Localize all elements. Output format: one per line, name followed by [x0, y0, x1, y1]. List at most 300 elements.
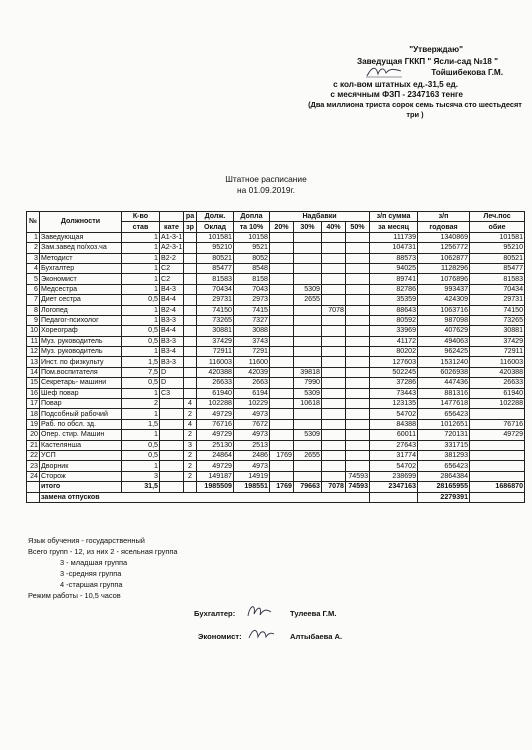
economist-label: Экономист:	[198, 632, 242, 641]
col-salary-2: Оклад	[197, 222, 234, 232]
table-cell: В3-3	[160, 315, 184, 325]
table-cell: 0,5	[122, 450, 160, 460]
table-cell: 31774	[370, 450, 418, 460]
economist-signature	[246, 625, 276, 643]
table-cell: 16	[27, 388, 40, 398]
col-medical: Леч.пос	[470, 212, 525, 222]
replacement-row	[27, 492, 525, 502]
col-category	[160, 212, 184, 222]
document-date: на 01.09.2019г.	[237, 185, 295, 195]
table-cell: 1	[122, 315, 160, 325]
table-cell	[294, 232, 322, 242]
table-cell: 381293	[418, 450, 470, 460]
table-cell	[160, 471, 184, 481]
table-cell: 5309	[294, 430, 322, 440]
table-cell: 49729	[197, 409, 234, 419]
table-cell: Сторож	[40, 471, 122, 481]
table-cell: 2973	[234, 295, 270, 305]
table-cell: Дворник	[40, 461, 122, 471]
table-cell	[346, 284, 370, 294]
document-title: Штатное расписание	[225, 174, 307, 184]
table-cell: 11	[27, 336, 40, 346]
accountant-name: Тулеева Г.М.	[290, 609, 337, 618]
table-cell	[470, 450, 525, 460]
table-cell: 70434	[197, 284, 234, 294]
table-cell: 1,5	[122, 357, 160, 367]
table-row	[27, 243, 525, 253]
table-row	[27, 419, 525, 429]
groups-note: Всего групп - 12, из них 2 - ясельная группа	[28, 547, 178, 556]
table-cell: 25130	[197, 440, 234, 450]
table-cell	[270, 284, 294, 294]
table-row	[27, 305, 525, 315]
table-cell: 30881	[197, 326, 234, 336]
table-cell: 76716	[197, 419, 234, 429]
table-cell: 18	[27, 409, 40, 419]
table-row	[27, 295, 525, 305]
table-cell: 9521	[234, 243, 270, 253]
table-cell: Медсестра	[40, 284, 122, 294]
table-cell	[322, 336, 346, 346]
total-p30: 79663	[294, 482, 322, 492]
table-cell: 1256772	[418, 243, 470, 253]
director-signature	[364, 64, 404, 80]
table-cell: 23	[27, 461, 40, 471]
table-cell: 35359	[370, 295, 418, 305]
table-row	[27, 450, 525, 460]
table-cell: Педагог-психолог	[40, 315, 122, 325]
table-cell	[322, 388, 346, 398]
table-cell: 3	[184, 440, 197, 450]
table-cell: 54702	[370, 461, 418, 471]
table-cell: 7078	[322, 305, 346, 315]
table-cell: В3-3	[160, 336, 184, 346]
table-cell	[322, 263, 346, 273]
table-cell: 27643	[370, 440, 418, 450]
table-cell	[346, 263, 370, 273]
table-cell: 88573	[370, 253, 418, 263]
total-p20: 1769	[270, 482, 294, 492]
table-cell: 0,5	[122, 378, 160, 388]
table-cell	[270, 243, 294, 253]
table-cell	[346, 388, 370, 398]
table-cell: 94025	[370, 263, 418, 273]
table-cell: 8052	[234, 253, 270, 263]
table-cell	[270, 357, 294, 367]
table-cell	[270, 295, 294, 305]
table-row	[27, 357, 525, 367]
table-cell: D	[160, 367, 184, 377]
table-cell	[184, 305, 197, 315]
table-cell: 4	[27, 263, 40, 273]
table-cell: 424309	[418, 295, 470, 305]
table-cell	[346, 409, 370, 419]
table-cell: С2	[160, 274, 184, 284]
table-cell: 5	[27, 274, 40, 284]
table-cell	[346, 305, 370, 315]
senior-groups: 4 -старшая группа	[60, 580, 123, 589]
table-cell	[346, 295, 370, 305]
table-cell: 1	[122, 305, 160, 315]
table-row	[27, 284, 525, 294]
col-medical-2: обие	[470, 222, 525, 232]
table-cell: 10158	[234, 232, 270, 242]
table-cell	[160, 440, 184, 450]
table-cell: Хореограф	[40, 326, 122, 336]
table-cell	[346, 326, 370, 336]
table-cell: Бухгалтер	[40, 263, 122, 273]
total-p50: 74593	[346, 482, 370, 492]
work-mode: Режим работы - 10,5 часов	[28, 591, 121, 600]
table-cell: 81583	[470, 274, 525, 284]
table-cell	[184, 243, 197, 253]
table-cell	[346, 399, 370, 409]
table-cell	[294, 419, 322, 429]
table-cell: 6194	[234, 388, 270, 398]
col-monthly-2: за месяц	[370, 222, 418, 232]
table-cell	[322, 347, 346, 357]
table-cell: 101581	[197, 232, 234, 242]
table-cell	[184, 284, 197, 294]
table-cell: 720131	[418, 430, 470, 440]
table-cell: Секретарь- машини	[40, 378, 122, 388]
table-cell: 987098	[418, 315, 470, 325]
table-cell: 1	[122, 388, 160, 398]
table-cell	[160, 461, 184, 471]
table-cell: 26633	[197, 378, 234, 388]
table-cell	[346, 315, 370, 325]
table-cell: 20	[27, 430, 40, 440]
col-grade: ра	[184, 212, 197, 222]
table-cell	[184, 253, 197, 263]
table-cell: Пом.воспитателя	[40, 367, 122, 377]
table-cell: 1	[122, 409, 160, 419]
table-cell	[322, 253, 346, 263]
table-cell	[322, 295, 346, 305]
col-count: К-во	[122, 212, 160, 222]
table-cell	[346, 430, 370, 440]
col-monthly: з/п сумма	[370, 212, 418, 222]
table-cell: Муз. руководитель	[40, 347, 122, 357]
table-cell: 7415	[234, 305, 270, 315]
table-cell	[346, 274, 370, 284]
table-cell: В4-3	[160, 284, 184, 294]
total-salary: 1985509	[197, 482, 234, 492]
table-cell: В3-4	[160, 347, 184, 357]
table-cell: 7043	[234, 284, 270, 294]
table-cell: 1	[122, 232, 160, 242]
table-cell: 26633	[470, 378, 525, 388]
table-cell: 80521	[470, 253, 525, 263]
table-cell: 1	[122, 347, 160, 357]
table-cell: 7291	[234, 347, 270, 357]
table-cell	[184, 357, 197, 367]
table-cell: 10229	[234, 399, 270, 409]
table-cell: 72911	[197, 347, 234, 357]
table-cell: 7	[27, 295, 40, 305]
table-cell: 1769	[270, 450, 294, 460]
table-cell	[322, 378, 346, 388]
table-cell: 1477618	[418, 399, 470, 409]
col-annual-2: годовая	[418, 222, 470, 232]
table-cell: 656423	[418, 409, 470, 419]
table-cell: 4973	[234, 430, 270, 440]
table-cell: 3	[27, 253, 40, 263]
table-cell: 2	[27, 243, 40, 253]
table-cell: 407629	[418, 326, 470, 336]
table-cell: 29731	[470, 295, 525, 305]
table-cell	[184, 232, 197, 242]
table-cell	[270, 378, 294, 388]
table-cell	[184, 315, 197, 325]
table-cell: 74150	[470, 305, 525, 315]
table-cell: УСП	[40, 450, 122, 460]
table-cell: 60011	[370, 430, 418, 440]
table-cell: 81583	[197, 274, 234, 284]
table-cell: 104731	[370, 243, 418, 253]
table-cell: Повар	[40, 399, 122, 409]
table-cell: 73265	[470, 315, 525, 325]
table-cell: 1340869	[418, 232, 470, 242]
table-cell: Кастелянша	[40, 440, 122, 450]
col-no: №	[27, 212, 40, 233]
monthly-fund: с месячным ФЗП - 2347163 тенге	[330, 90, 463, 99]
table-cell: 73265	[197, 315, 234, 325]
table-cell: 420388	[197, 367, 234, 377]
table-cell: 14	[27, 367, 40, 377]
table-cell: 2864384	[418, 471, 470, 481]
language-note: Язык обучения - государственный	[28, 536, 145, 545]
table-cell	[270, 305, 294, 315]
table-cell: 1	[122, 284, 160, 294]
table-cell: 14919	[234, 471, 270, 481]
table-cell: 111739	[370, 232, 418, 242]
table-cell: 7990	[294, 378, 322, 388]
table-cell: 127603	[370, 357, 418, 367]
table-cell: 0,5	[122, 295, 160, 305]
table-cell: 74150	[197, 305, 234, 315]
table-cell	[470, 471, 525, 481]
col-p20: 20%	[270, 222, 294, 232]
staff-table	[26, 211, 525, 503]
table-row	[27, 336, 525, 346]
total-annual: 28165955	[418, 482, 470, 492]
table-cell	[184, 295, 197, 305]
table-cell	[322, 274, 346, 284]
table-cell: 116003	[470, 357, 525, 367]
table-cell	[346, 336, 370, 346]
table-cell	[270, 440, 294, 450]
table-cell: 24864	[197, 450, 234, 460]
table-cell: 80592	[370, 315, 418, 325]
table-cell: В2-4	[160, 305, 184, 315]
table-cell: 12	[27, 347, 40, 357]
table-cell: 5309	[294, 284, 322, 294]
staff-units: с кол-вом штатных ед.-31,5 ед.	[333, 80, 458, 89]
total-medical: 1686870	[470, 482, 525, 492]
table-cell	[322, 367, 346, 377]
table-row	[27, 315, 525, 325]
table-cell: 22	[27, 450, 40, 460]
table-row	[27, 461, 525, 471]
table-cell: 149187	[197, 471, 234, 481]
approval-heading: "Утверждаю"	[409, 45, 463, 54]
table-cell: 656423	[418, 461, 470, 471]
table-row	[27, 440, 525, 450]
table-cell: 2	[184, 409, 197, 419]
col-annual: з/п	[418, 212, 470, 222]
table-cell	[270, 326, 294, 336]
table-cell: Зам.завед по/хоз.ча	[40, 243, 122, 253]
table-cell: 102288	[470, 399, 525, 409]
table-cell	[322, 450, 346, 460]
table-cell	[270, 347, 294, 357]
table-cell	[470, 409, 525, 419]
table-cell	[322, 357, 346, 367]
table-cell	[346, 243, 370, 253]
table-cell: Логопед	[40, 305, 122, 315]
col-allowances: Надбавки	[270, 212, 370, 222]
table-cell	[294, 471, 322, 481]
col-count-2: став	[122, 222, 160, 232]
table-cell	[346, 232, 370, 242]
table-row	[27, 378, 525, 388]
table-cell: 101581	[470, 232, 525, 242]
table-cell: А2-3-1	[161, 243, 183, 252]
table-cell: 4	[184, 399, 197, 409]
table-cell: 1062877	[418, 253, 470, 263]
table-cell: 3	[122, 471, 160, 481]
table-cell: 24	[27, 471, 40, 481]
table-cell: 331715	[418, 440, 470, 450]
table-cell: 881316	[418, 388, 470, 398]
table-cell	[270, 399, 294, 409]
total-count: 31,5	[122, 482, 160, 492]
table-cell: 37429	[197, 336, 234, 346]
table-cell	[160, 450, 184, 460]
table-cell: 76716	[470, 419, 525, 429]
table-cell	[322, 430, 346, 440]
table-cell: 238699	[370, 471, 418, 481]
table-cell: 447436	[418, 378, 470, 388]
table-cell	[346, 450, 370, 460]
table-cell	[184, 378, 197, 388]
table-cell	[270, 232, 294, 242]
table-cell: 74593	[346, 471, 370, 481]
table-cell: 11600	[234, 357, 270, 367]
table-cell: 9	[27, 315, 40, 325]
table-cell: С2	[160, 263, 184, 273]
table-cell: 2663	[234, 378, 270, 388]
table-cell: 8548	[234, 263, 270, 273]
col-grade-2: зр	[184, 222, 197, 232]
table-cell	[346, 367, 370, 377]
table-cell: 7672	[234, 419, 270, 429]
table-cell: 4973	[234, 409, 270, 419]
table-cell: 2	[184, 471, 197, 481]
table-cell: 80202	[370, 347, 418, 357]
table-cell	[346, 440, 370, 450]
table-cell	[322, 243, 346, 253]
table-cell	[470, 440, 525, 450]
table-cell: 49729	[197, 430, 234, 440]
table-cell: 1	[122, 253, 160, 263]
table-cell	[470, 461, 525, 471]
table-cell: 0,5	[122, 326, 160, 336]
table-cell: 1,5	[122, 419, 160, 429]
table-cell	[322, 440, 346, 450]
table-cell: 61940	[470, 388, 525, 398]
table-cell	[294, 326, 322, 336]
table-cell	[270, 419, 294, 429]
table-cell: 95210	[197, 243, 234, 253]
col-p30: 30%	[294, 222, 322, 232]
table-cell	[160, 430, 184, 440]
table-row	[27, 347, 525, 357]
table-cell: 2	[122, 399, 160, 409]
table-cell: D	[160, 378, 184, 388]
table-cell: Инст. по физкульту	[40, 357, 122, 367]
table-cell: 502245	[370, 367, 418, 377]
table-cell: 17	[27, 399, 40, 409]
table-cell: Диет сестра	[40, 295, 122, 305]
table-cell	[322, 419, 346, 429]
table-cell: В2-2	[160, 253, 184, 263]
table-cell: 4973	[234, 461, 270, 471]
table-cell: 1531240	[418, 357, 470, 367]
table-cell: 19	[27, 419, 40, 429]
table-cell	[294, 253, 322, 263]
table-row	[27, 263, 525, 273]
table-cell: А1-3-1	[161, 232, 183, 241]
table-row	[27, 326, 525, 336]
table-cell: 1	[122, 430, 160, 440]
table-cell: 39818	[294, 367, 322, 377]
table-cell	[270, 263, 294, 273]
table-cell: 73443	[370, 388, 418, 398]
table-cell: 72911	[470, 347, 525, 357]
replacement-annual: 2279391	[418, 492, 470, 502]
table-cell: В3-3	[160, 357, 184, 367]
table-cell: Раб. по обсл. зд.	[40, 419, 122, 429]
table-cell: 95210	[470, 243, 525, 253]
table-cell: 1	[122, 461, 160, 471]
table-cell: 0,5	[122, 440, 160, 450]
table-cell: 2513	[234, 440, 270, 450]
table-cell	[294, 315, 322, 325]
table-cell	[184, 263, 197, 273]
table-cell: 84388	[370, 419, 418, 429]
table-cell: 123135	[370, 399, 418, 409]
table-cell: 88643	[370, 305, 418, 315]
table-cell: 420388	[470, 367, 525, 377]
table-cell: В4-4	[160, 326, 184, 336]
table-row	[27, 253, 525, 263]
table-cell: 2	[184, 430, 197, 440]
table-cell: 41172	[370, 336, 418, 346]
table-cell: 37429	[470, 336, 525, 346]
table-cell: 89741	[370, 274, 418, 284]
table-cell: Шеф повар	[40, 388, 122, 398]
table-row	[27, 388, 525, 398]
col-category-2: кате	[160, 222, 184, 232]
table-cell: 1	[122, 243, 160, 253]
col-bonus-2: та 10%	[234, 222, 270, 232]
table-cell	[322, 326, 346, 336]
table-cell: Подсобный рабочий	[40, 409, 122, 419]
table-cell	[270, 315, 294, 325]
table-cell: 3088	[234, 326, 270, 336]
